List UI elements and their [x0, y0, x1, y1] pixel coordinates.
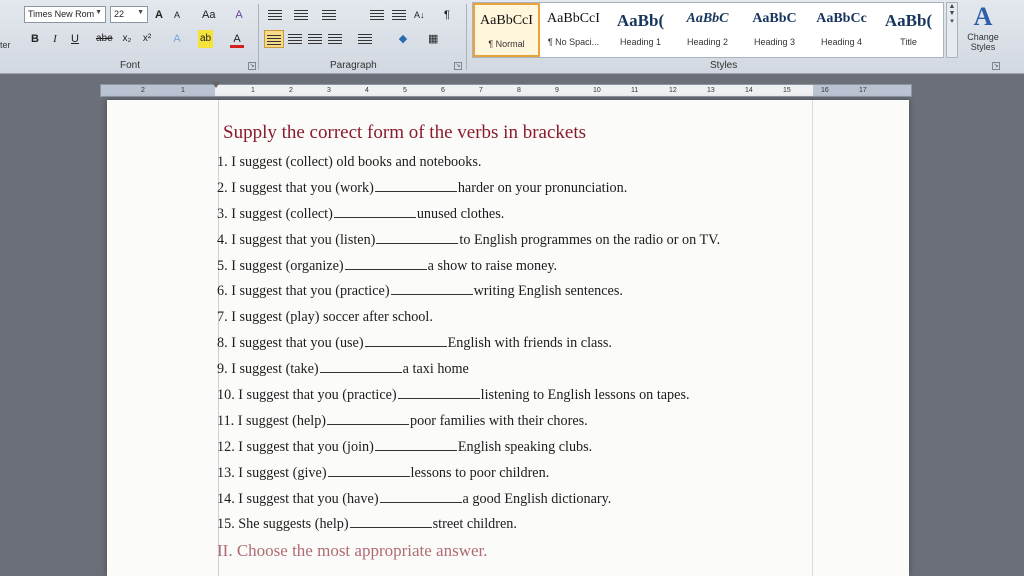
group-separator: [258, 4, 259, 70]
exercise-title: Supply the correct form of the verbs in brackets: [223, 122, 586, 143]
answer-blank[interactable]: [345, 258, 427, 270]
numbering-button[interactable]: [292, 6, 310, 24]
document-page[interactable]: [107, 100, 909, 576]
exercise-item[interactable]: [217, 279, 817, 305]
multilevel-list-button[interactable]: [320, 6, 338, 24]
item-prompt: 12. I suggest that you (join): [217, 438, 374, 455]
ruler-tick-label: 13: [707, 87, 715, 94]
exercise-item[interactable]: [217, 331, 817, 357]
item-prompt: 8. I suggest that you (use): [217, 335, 364, 352]
decrease-indent-button[interactable]: [368, 6, 386, 24]
line-spacing-icon: [358, 34, 372, 44]
item-prompt: 6. I suggest that you (practice): [217, 283, 390, 300]
align-right-button[interactable]: [306, 30, 324, 48]
ribbon: [0, 0, 1024, 74]
ruler-tick-label: 1: [251, 87, 255, 94]
item-continuation: writing English sentences.: [473, 283, 623, 300]
style-sample: AaBbC: [686, 11, 729, 26]
shading-button[interactable]: ◆: [398, 33, 408, 45]
increase-indent-icon: [392, 10, 406, 20]
exercise-item[interactable]: [217, 150, 817, 176]
change-case-button[interactable]: Aa: [202, 9, 216, 21]
item-prompt: 14. I suggest that you (have): [217, 490, 379, 507]
exercise-item[interactable]: [217, 254, 817, 280]
answer-blank[interactable]: [365, 335, 447, 347]
ruler-left-margin: [101, 85, 215, 96]
answer-blank[interactable]: [376, 232, 458, 244]
text-effects-button[interactable]: A: [173, 33, 181, 45]
change-styles-label: Change Styles: [967, 32, 999, 52]
bullets-icon: [268, 10, 282, 20]
style-sample: AaBbCcI: [480, 13, 533, 28]
style-name: Heading 3: [753, 37, 796, 47]
align-left-button[interactable]: [264, 30, 284, 48]
styles-group-label: Styles: [710, 60, 738, 71]
first-line-indent-marker[interactable]: [211, 81, 221, 88]
decrease-indent-icon: [370, 10, 384, 20]
ruler-tick-label: 7: [479, 87, 483, 94]
item-prompt: 5. I suggest (organize): [217, 257, 344, 274]
font-name-value: Times New Rom: [28, 9, 95, 19]
ruler-tick-label: 8: [517, 87, 521, 94]
style-sample: AaBbCc: [816, 11, 867, 26]
ruler-tick-label: 2: [289, 87, 293, 94]
item-continuation: a good English dictionary.: [462, 490, 612, 507]
item-continuation: street children.: [432, 516, 517, 533]
dialog-launcher-icon[interactable]: ↘: [249, 63, 255, 69]
chevron-down-icon[interactable]: ▼: [137, 9, 144, 16]
exercise-item[interactable]: [217, 383, 817, 409]
style-tile[interactable]: [473, 3, 540, 57]
font-color-button[interactable]: A: [230, 30, 244, 48]
ruler-tick-label: 6: [441, 87, 445, 94]
subscript-button[interactable]: x₂: [122, 33, 132, 44]
exercise-item[interactable]: [217, 409, 817, 435]
ruler-tick-label: 14: [745, 87, 753, 94]
answer-blank[interactable]: [320, 361, 402, 373]
font-group-label: Font: [120, 60, 141, 71]
clipboard-group-edge: ter: [0, 40, 11, 50]
sort-button[interactable]: A↓: [414, 10, 425, 20]
exercise-item[interactable]: [217, 357, 817, 383]
change-styles-icon: A: [973, 2, 993, 31]
style-name: Heading 4: [820, 37, 863, 47]
style-sample: AaBb(: [884, 11, 933, 30]
ruler-tick-label: 15: [783, 87, 791, 94]
exercise-list: [217, 150, 817, 538]
ruler-tick-label: 11: [631, 87, 639, 94]
align-left-icon: [267, 35, 281, 45]
font-size-box[interactable]: [110, 6, 148, 23]
item-prompt: 4. I suggest that you (listen): [217, 231, 376, 248]
align-right-icon: [308, 34, 322, 44]
clear-formatting-button[interactable]: A: [235, 9, 243, 21]
paragraph-group-label: Paragraph: [330, 60, 377, 71]
item-continuation: a show to raise money.: [427, 257, 558, 274]
underline-button[interactable]: U: [71, 33, 79, 45]
dialog-launcher-icon[interactable]: ↘: [993, 63, 999, 69]
item-prompt: 1. I suggest (collect) old books and notebooks.: [217, 154, 482, 170]
shrink-font-button[interactable]: A: [173, 10, 180, 20]
exercise-item[interactable]: [217, 487, 817, 513]
exercise-item[interactable]: [217, 512, 817, 538]
item-prompt: 11. I suggest (help): [217, 412, 327, 429]
item-prompt: 9. I suggest (take): [217, 361, 319, 378]
answer-blank[interactable]: [328, 465, 410, 477]
item-continuation: English with friends in class.: [447, 335, 612, 352]
answer-blank[interactable]: [391, 283, 473, 295]
style-name: Heading 2: [686, 37, 729, 47]
bold-button[interactable]: B: [31, 33, 39, 45]
ruler-tick-label: 12: [669, 87, 677, 94]
ruler-tick-label: 10: [593, 87, 601, 94]
item-continuation: English speaking clubs.: [457, 438, 593, 455]
chevron-down-icon[interactable]: ▼: [95, 9, 102, 16]
style-tile[interactable]: [540, 3, 607, 57]
multilevel-list-icon: [322, 10, 336, 20]
style-name: ¶ No Spaci...: [547, 37, 600, 47]
item-prompt: 10. I suggest that you (practice): [217, 387, 397, 404]
exercise-item[interactable]: [217, 435, 817, 461]
ruler-tick-label: 4: [365, 87, 369, 94]
item-continuation: unused clothes.: [416, 205, 505, 222]
style-tile[interactable]: [741, 3, 808, 57]
bullets-button[interactable]: [266, 6, 284, 24]
justify-button[interactable]: [326, 30, 344, 48]
align-center-icon: [288, 34, 302, 44]
answer-blank[interactable]: [327, 413, 409, 425]
item-prompt: 2. I suggest that you (work): [217, 179, 374, 196]
gallery-scrollbar[interactable]: ▲ ▼ ▾: [946, 2, 958, 58]
item-prompt: 15. She suggests (help): [217, 516, 349, 533]
style-name: Title: [900, 37, 917, 47]
answer-blank[interactable]: [398, 387, 480, 399]
align-center-button[interactable]: [286, 30, 304, 48]
exercise-item[interactable]: [217, 176, 817, 202]
answer-blank[interactable]: [350, 516, 432, 528]
line-spacing-button[interactable]: [356, 30, 374, 48]
ruler-tick-label: 17: [859, 87, 867, 94]
justify-icon: [328, 34, 342, 44]
numbering-icon: [294, 10, 308, 20]
highlight-button[interactable]: ab: [198, 30, 213, 48]
font-size-value: 22: [114, 9, 125, 19]
style-sample: AaBbCcI: [547, 11, 600, 26]
change-styles-button[interactable]: [960, 2, 1006, 62]
style-tile[interactable]: [674, 3, 741, 57]
section-2-heading: II. Choose the most appropriate answer.: [217, 541, 488, 561]
item-prompt: 13. I suggest (give): [217, 464, 327, 481]
style-tile[interactable]: [607, 3, 674, 57]
item-continuation: to English programmes on the radio or on TV.: [459, 231, 721, 248]
style-sample: AaBbC: [752, 11, 797, 26]
dialog-launcher-icon[interactable]: ↘: [455, 63, 461, 69]
ruler-tick-label: 16: [821, 87, 829, 94]
item-continuation: listening to English lessons on tapes.: [480, 387, 690, 404]
show-marks-button[interactable]: ¶: [444, 9, 450, 21]
ruler-tick-label: 3: [327, 87, 331, 94]
horizontal-ruler[interactable]: [100, 84, 912, 97]
style-name: Heading 1: [619, 37, 662, 47]
grow-font-button[interactable]: A: [155, 9, 163, 21]
ruler-tick-label: 1: [181, 87, 185, 94]
superscript-button[interactable]: x²: [142, 33, 152, 44]
style-tile[interactable]: [808, 3, 875, 57]
exercise-item[interactable]: [217, 228, 817, 254]
increase-indent-button[interactable]: [390, 6, 408, 24]
strikethrough-button[interactable]: abe: [96, 33, 113, 44]
item-continuation: lessons to poor children.: [410, 464, 550, 481]
style-tile[interactable]: [875, 3, 942, 57]
ruler-tick-label: 2: [141, 87, 145, 94]
answer-blank[interactable]: [375, 439, 457, 451]
document-body[interactable]: [217, 120, 817, 564]
ruler-tick-label: 9: [555, 87, 559, 94]
italic-button[interactable]: I: [53, 33, 57, 45]
answer-blank[interactable]: [380, 491, 462, 503]
group-separator: [466, 4, 467, 70]
exercise-item[interactable]: [217, 305, 817, 331]
style-sample: AaBb(: [616, 11, 665, 30]
item-continuation: a taxi home: [402, 361, 469, 378]
answer-blank[interactable]: [375, 180, 457, 192]
font-name-box[interactable]: [24, 6, 106, 23]
answer-blank[interactable]: [334, 206, 416, 218]
exercise-item[interactable]: [217, 202, 817, 228]
style-name: ¶ Normal: [488, 39, 525, 49]
item-continuation: harder on your pronunciation.: [457, 179, 628, 196]
styles-gallery: [472, 2, 944, 58]
item-prompt: 3. I suggest (collect): [217, 205, 333, 222]
item-prompt: 7. I suggest (play) soccer after school.: [217, 309, 433, 326]
item-continuation: poor families with their chores.: [410, 412, 588, 429]
borders-button[interactable]: ▦: [428, 33, 439, 45]
ruler-tick-label: 5: [403, 87, 407, 94]
exercise-item[interactable]: [217, 461, 817, 487]
